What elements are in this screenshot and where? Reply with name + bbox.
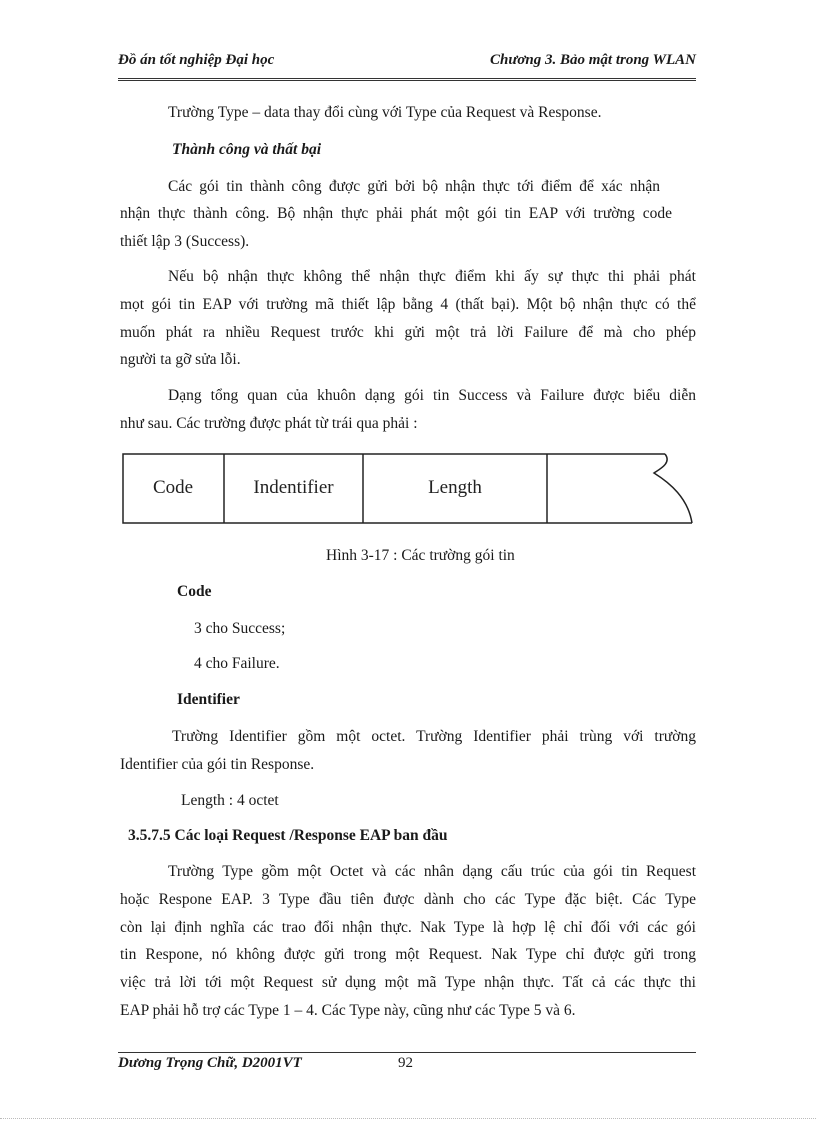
footer-author: Dương Trọng Chữ, D2001VT (118, 1055, 302, 1071)
header-rule (118, 78, 696, 79)
paragraph-format-line-2: như sau. Các trường được phát từ trái qua phải : (120, 415, 418, 432)
section-heading-3575: 3.5.7.5 Các loại Request /Response EAP ban đầu (128, 827, 448, 844)
code-failure-value: 4 cho Failure. (194, 655, 280, 672)
paragraph-format-line-1: Dạng tổng quan của khuôn dạng gói tin Success và Failure được biểu diễn (168, 387, 696, 404)
section-line-5: việc trả lời tới một Request sử dụng một mã Type nhận thực. Tất cả các thực thi (120, 974, 696, 991)
subheading-success-failure: Thành công và thất bại (172, 141, 321, 158)
packet-fields-diagram (122, 453, 696, 525)
header-right: Chương 3. Bảo mật trong WLAN (490, 52, 696, 68)
paragraph-success-line-2: nhận thực thành công. Bộ nhận thực phải phát một gói tin EAP với trường code (120, 205, 672, 222)
paragraph-failure-line-3: muốn phát ra nhiều Request trước khi gửi một trả lời Failure để mà cho phép (120, 324, 696, 341)
section-line-2: hoặc Respone EAP. 3 Type đầu tiên được dành cho các Type đặc biệt. Các Type (120, 891, 696, 908)
identifier-line-1: Trường Identifier gồm một octet. Trường Identifier phải trùng với trường (172, 728, 696, 745)
length-line: Length : 4 octet (181, 792, 279, 809)
code-heading: Code (177, 583, 212, 600)
section-line-3: còn lại định nghĩa các trao đổi nhận thực. Nak Type là hợp lệ chỉ đối với các gói (120, 919, 696, 936)
field-length: Length (428, 477, 482, 498)
header-left: Đồ án tốt nghiệp Đại học (118, 52, 275, 68)
footer-rule (118, 1052, 696, 1053)
paragraph-type-data: Trường Type – data thay đổi cùng với Type của Request và Response. (168, 104, 602, 121)
code-success-value: 3 cho Success; (194, 620, 286, 637)
field-identifier: Indentifier (253, 477, 334, 498)
identifier-line-2: Identifier của gói tin Response. (120, 756, 315, 773)
section-line-6: EAP phải hỗ trợ các Type 1 – 4. Các Type này, cũng như các Type 5 và 6. (120, 1002, 576, 1019)
paragraph-failure-line-4: người ta gỡ sửa lỗi. (120, 351, 241, 368)
field-code: Code (152, 477, 194, 498)
paragraph-success-line-1: Các gói tin thành công được gửi bởi bộ nhận thực tới điểm để xác nhận (168, 178, 660, 195)
section-line-4: tin Respone, nó không được gửi trong một Request. Nak Type chỉ được gửi trong (120, 946, 696, 963)
page-bottom-dotted-line (0, 1118, 816, 1119)
section-line-1: Trường Type gồm một Octet và các nhân dạng cấu trúc của gói tin Request (168, 863, 696, 880)
figure-caption: Hình 3-17 : Các trường gói tin (326, 547, 515, 564)
page-number: 92 (398, 1055, 413, 1071)
header-rule-double (118, 80, 696, 81)
identifier-heading: Identifier (177, 691, 240, 708)
paragraph-failure-line-1: Nếu bộ nhận thực không thể nhận thực điểm khi ấy sự thực thi phải phát (168, 268, 696, 285)
paragraph-success-line-3: thiết lập 3 (Success). (120, 233, 250, 250)
paragraph-failure-line-2: mọt gói tin EAP với trường mã thiết lập bằng 4 (thất bại). Một bộ nhận thực có thể (120, 296, 696, 313)
